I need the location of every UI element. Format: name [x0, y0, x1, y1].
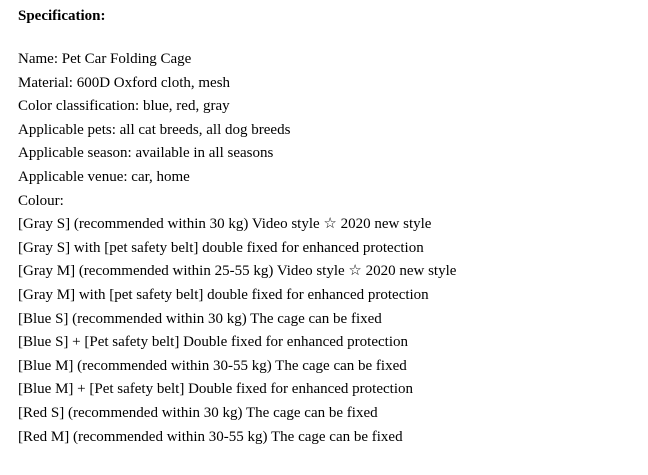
spec-color-classification: Color classification: blue, red, gray — [18, 98, 230, 115]
colour-option: [Gray M] (recommended within 25-55 kg) Video style ☆ 2020 new style — [18, 263, 457, 280]
colour-option: [Gray S] with [pet safety belt] double fixed for enhanced protection — [18, 239, 424, 256]
spec-applicable-pets: Applicable pets: all cat breeds, all dog breeds — [18, 121, 291, 138]
spec-heading: Specification: — [18, 8, 106, 24]
colour-option: [Blue S] (recommended within 30 kg) The cage can be fixed — [18, 310, 382, 327]
colour-option: [Blue M] + [Pet safety belt] Double fixed for enhanced protection — [18, 381, 413, 398]
colour-option: [Blue S] + [Pet safety belt] Double fixed for enhanced protection — [18, 334, 408, 351]
colour-option: [Gray M] with [pet safety belt] double fixed for enhanced protection — [18, 286, 429, 303]
spec-lines — [18, 48, 648, 449]
spec-material: Material: 600D Oxford cloth, mesh — [18, 74, 231, 91]
spec-applicable-venue: Applicable venue: car, home — [18, 168, 190, 185]
spec-applicable-season: Applicable season: available in all seasons — [18, 145, 274, 162]
spec-name: Name: Pet Car Folding Cage — [18, 51, 192, 67]
spec-colour-label: Colour: — [18, 192, 64, 209]
colour-option: [Blue M] (recommended within 30-55 kg) The cage can be fixed — [18, 357, 407, 374]
colour-option: [Red M] (recommended within 30-55 kg) The cage can be fixed — [18, 428, 403, 445]
colour-option: [Gray S] (recommended within 30 kg) Video style ☆ 2020 new style — [18, 216, 432, 233]
blank-line — [18, 26, 648, 48]
colour-option: [Red S] (recommended within 30 kg) The cage can be fixed — [18, 404, 378, 421]
